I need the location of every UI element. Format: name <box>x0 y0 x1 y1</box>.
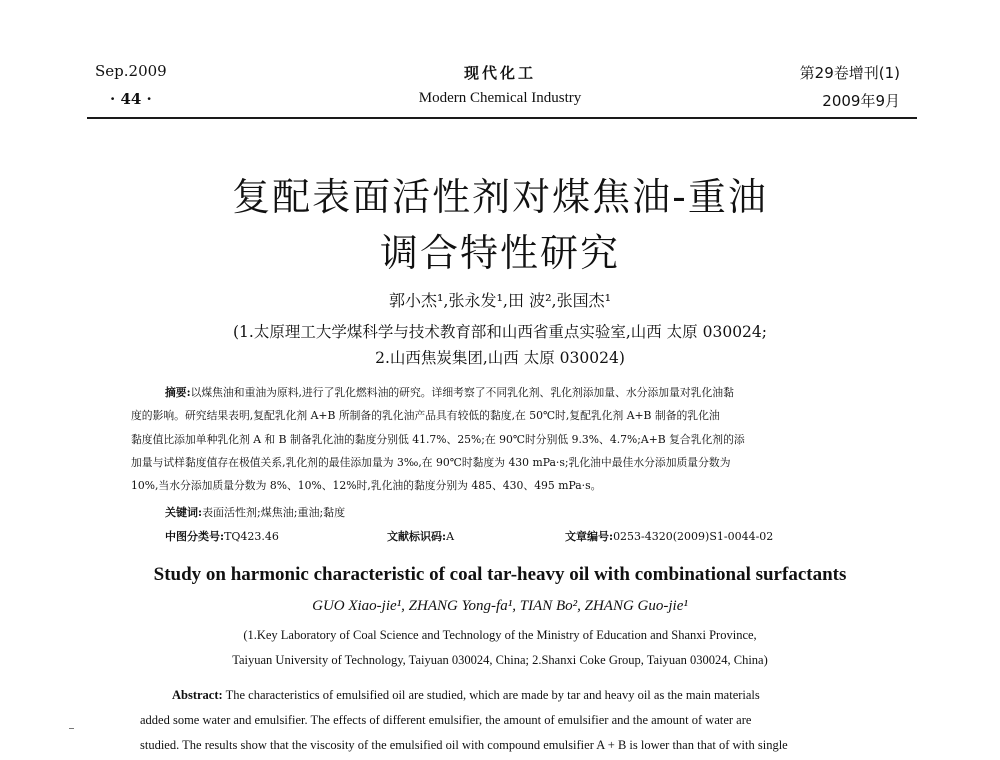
document-code: 文献标识码:A <box>387 530 455 543</box>
abstract-cn <box>131 381 871 497</box>
affiliation-cn-line-1: (1.太原理工大学煤科学与技术教育部和山西省重点实验室,山西 太原 030024; <box>232 323 767 341</box>
keywords-value: 表面活性剂;煤焦油;重油;黏度 <box>202 506 346 519</box>
abstract-cn-line: 10%,当水分添加质量分数为 8%、10%、12%时,乳化油的黏度分别为 485、430、495 mPa·s。 <box>131 479 602 493</box>
header-page-number: · 44 · <box>110 90 152 108</box>
margin-mark <box>69 728 74 729</box>
keywords <box>165 504 345 520</box>
authors-en: GUO Xiao-jie¹, ZHANG Yong-fa¹, TIAN Bo², ZHANG Guo-jie¹ <box>312 598 688 614</box>
abstract-cn-line: 度的影响。研究结果表明,复配乳化剂 A+B 所制备的乳化油产品具有较低的黏度,在 50℃时,复配乳化剂 A+B 制备的乳化油 <box>131 409 720 423</box>
abstract-cn-label: 摘要: <box>165 386 191 399</box>
authors-cn: 郭小杰¹,张永发¹,田 波²,张国杰¹ <box>388 291 611 310</box>
abstract-en-label: Abstract: <box>172 688 223 702</box>
header-issue-date: 2009年9月 <box>822 92 900 110</box>
abstract-en-line: added some water and emulsifier. The effects of different emulsifier, the amount of emulsifier and the amount of water are <box>140 713 752 727</box>
title-cn-line-1: 复配表面活性剂对煤焦油-重油 <box>232 175 768 219</box>
header-date: Sep.2009 <box>95 62 167 80</box>
title-en: Study on harmonic characteristic of coal tar-heavy oil with combinational surfactants <box>153 564 847 585</box>
header-rule <box>87 117 917 119</box>
affiliation-cn-line-2: 2.山西焦炭集团,山西 太原 030024) <box>375 349 625 367</box>
affiliation-en-line-2: Taiyuan University of Technology, Taiyuan 030024, China; 2.Shanxi Coke Group, Taiyuan 030024, China) <box>232 653 768 667</box>
header-volume: 第29卷增刊(1) <box>799 64 900 82</box>
abstract-cn-line: 黏度值比添加单种乳化剂 A 和 B 制备乳化油的黏度分别低 41.7%、25%;在 90℃时分别低 9.3%、4.7%;A+B 复合乳化剂的添 <box>131 432 745 446</box>
title-cn-line-2: 调合特性研究 <box>379 231 620 275</box>
abstract-en-line: Abstract: The characteristics of emulsified oil are studied, which are made by tar and heavy oil as the main materials <box>172 688 760 702</box>
header-journal-en: Modern Chemical Industry <box>418 90 582 106</box>
abstract-en-line: studied. The results show that the viscosity of the emulsified oil with compound emulsifier A + B is lower than that of with single <box>140 738 788 752</box>
classification: 中图分类号:TQ423.46 <box>165 530 279 543</box>
abstract-cn-line: 加量与试样黏度值存在极值关系,乳化剂的最佳添加量为 3‰,在 90℃时黏度为 430 mPa·s;乳化油中最佳水分添加质量分数为 <box>131 455 731 469</box>
abstract-en <box>140 683 875 758</box>
abstract-cn-line: 摘要:以煤焦油和重油为原料,进行了乳化燃料油的研究。详细考察了不同乳化剂、乳化剂添加量、水分添加量对乳化油黏 <box>165 386 734 399</box>
article-number: 文章编号:0253-4320(2009)S1-0044-02 <box>565 530 774 543</box>
header-journal-cn: 现代化工 <box>463 64 536 82</box>
keywords-label: 关键词: <box>165 506 203 519</box>
affiliation-en-line-1: (1.Key Laboratory of Coal Science and Technology of the Ministry of Education and Shanxi Province, <box>243 628 757 642</box>
